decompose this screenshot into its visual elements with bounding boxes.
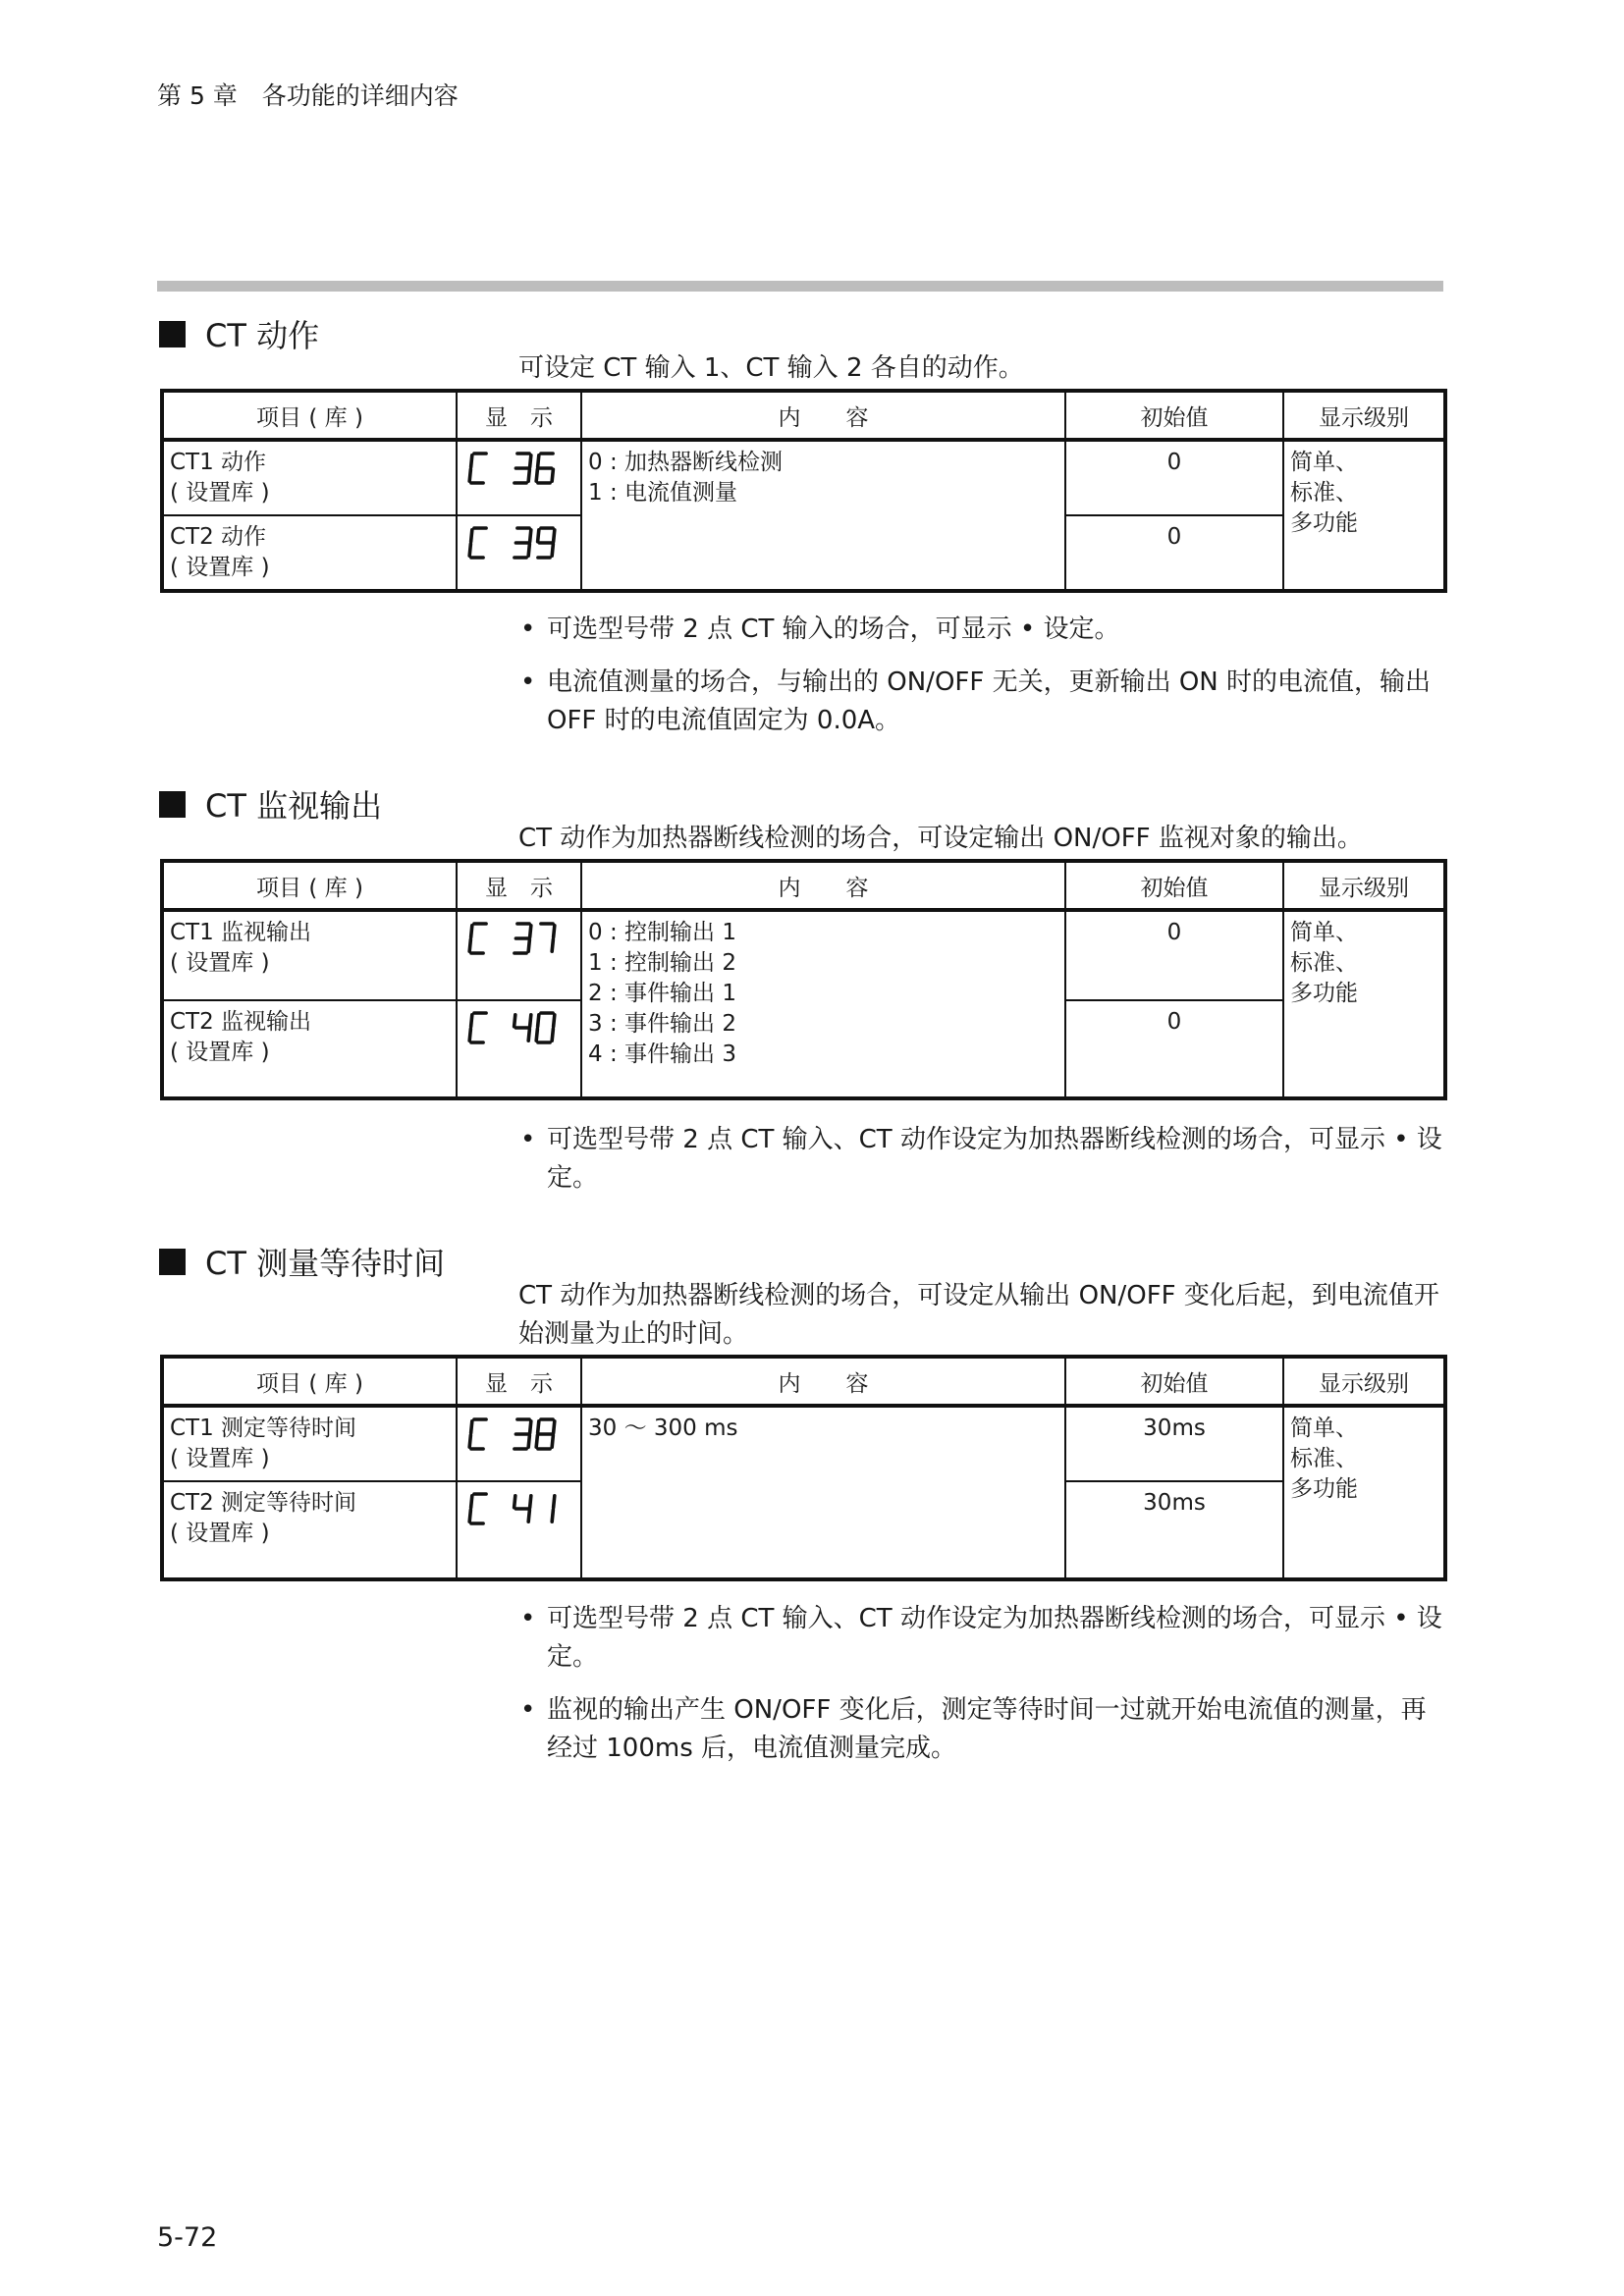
section-divider <box>157 281 1443 292</box>
level-line: 多功能 <box>1290 510 1358 536</box>
segment-stroke <box>552 1029 553 1041</box>
segment-stroke <box>469 1029 470 1041</box>
section-intro: CT 动作为加热器断线检测的场合，可设定从输出 ON/OFF 变化后起，到电流值开始测量为止的时间。 <box>518 1281 1439 1349</box>
note-text: 可选型号带 2 点 CT 输入、CT 动作设定为加热器断线检测的场合，可显示 • 设定。 <box>547 1604 1442 1672</box>
col-display: 显 示 <box>457 861 581 910</box>
note-text: 可选型号带 2 点 CT 输入的场合，可显示 • 设定。 <box>547 614 1120 644</box>
segment-stroke <box>530 1015 531 1027</box>
item-cell <box>162 1000 457 1098</box>
content-line: 4 : 事件输出 3 <box>588 1041 736 1067</box>
section-intro: CT 动作为加热器断线检测的场合，可设定输出 ON/OFF 监视对象的输出。 <box>518 824 1363 853</box>
segment-stroke <box>469 469 470 481</box>
square-bullet-icon <box>159 791 186 818</box>
segment-stroke <box>528 1435 529 1447</box>
item-library: ( 设置库 ) <box>170 1446 270 1471</box>
segment-stroke <box>469 544 470 556</box>
segment-stroke <box>536 1029 537 1041</box>
table-row <box>162 910 1445 1000</box>
seven-segment-display <box>465 916 564 963</box>
initial-value: 0 <box>1065 515 1283 591</box>
segment-stroke <box>530 1421 531 1433</box>
level-cell <box>1283 1406 1445 1579</box>
segment-stroke <box>528 469 529 481</box>
note-item <box>520 611 1448 649</box>
segment-stroke <box>552 469 553 481</box>
content-line: 3 : 事件输出 2 <box>588 1011 736 1037</box>
item-name: CT1 动作 <box>170 450 267 475</box>
level-line: 多功能 <box>1290 981 1358 1006</box>
segment-stroke <box>554 530 555 542</box>
table-header-row <box>162 1357 1445 1406</box>
content-line: 0 : 控制输出 1 <box>588 920 736 945</box>
level-cell <box>1283 910 1445 1098</box>
initial-value: 0 <box>1065 440 1283 515</box>
segment-stroke <box>530 926 531 937</box>
bullet-icon: • <box>520 614 536 644</box>
table-header-row <box>162 861 1445 910</box>
segment-stroke <box>530 455 531 467</box>
col-item: 项目 ( 库 ) <box>162 1357 457 1406</box>
item-name: CT1 测定等待时间 <box>170 1415 357 1441</box>
display-cell <box>457 440 581 515</box>
section-title-ct-monitor <box>159 781 382 827</box>
segment-stroke <box>552 939 553 951</box>
seven-segment-display <box>465 1005 564 1052</box>
segment-stroke <box>514 1496 515 1508</box>
segment-stroke <box>552 1435 553 1447</box>
note-text: 监视的输出产生 ON/OFF 变化后，测定等待时间一过就开始电流值的测量，再经过 100ms 后，电流值测量完成。 <box>547 1695 1427 1763</box>
level-cell <box>1283 440 1445 591</box>
level-line: 多功能 <box>1290 1476 1358 1502</box>
bullet-icon: • <box>520 667 536 697</box>
segment-stroke <box>528 1510 529 1522</box>
seven-segment-display <box>465 446 564 493</box>
segment-stroke <box>469 1510 470 1522</box>
display-cell <box>457 1000 581 1098</box>
notes <box>520 1121 1448 1212</box>
seven-segment-display <box>465 1412 564 1459</box>
col-content: 内 容 <box>581 1357 1065 1406</box>
segment-stroke <box>528 939 529 951</box>
item-name: CT2 动作 <box>170 524 267 550</box>
item-library: ( 设置库 ) <box>170 555 270 580</box>
ct-monitor-table <box>160 859 1447 1100</box>
display-cell <box>457 1481 581 1579</box>
note-item <box>520 1121 1448 1198</box>
item-name: CT1 监视输出 <box>170 920 312 945</box>
col-display: 显 示 <box>457 391 581 440</box>
note-item <box>520 1600 1448 1677</box>
segment-stroke <box>530 1496 531 1508</box>
item-cell <box>162 440 457 515</box>
segment-stroke <box>554 926 555 937</box>
level-line: 简单、 <box>1290 1415 1358 1441</box>
ct-wait-table <box>160 1355 1447 1581</box>
item-cell <box>162 1481 457 1579</box>
content-line: 1 : 控制输出 2 <box>588 950 736 976</box>
segment-stroke <box>469 1435 470 1447</box>
segment-stroke <box>552 1510 553 1522</box>
notes <box>520 1600 1448 1783</box>
col-initial: 初始值 <box>1065 861 1283 910</box>
item-cell <box>162 1406 457 1481</box>
segment-stroke <box>469 939 470 951</box>
segment-stroke <box>554 1496 555 1508</box>
col-level: 显示级别 <box>1283 391 1445 440</box>
level-line: 标准、 <box>1290 480 1358 506</box>
segment-stroke <box>471 1015 472 1027</box>
segment-stroke <box>538 530 539 542</box>
segment-stroke <box>471 530 472 542</box>
item-name: CT2 监视输出 <box>170 1009 312 1035</box>
section-title-ct-wait <box>159 1239 445 1284</box>
content-line: 1 : 电流值测量 <box>588 480 738 506</box>
content-line: 2 : 事件输出 1 <box>588 981 736 1006</box>
col-content: 内 容 <box>581 861 1065 910</box>
level-line: 标准、 <box>1290 1446 1358 1471</box>
segment-stroke <box>530 530 531 542</box>
segment-stroke <box>528 1029 529 1041</box>
content-line: 30 ～ 300 ms <box>588 1415 738 1441</box>
item-cell <box>162 515 457 591</box>
level-line: 简单、 <box>1290 920 1358 945</box>
content-cell <box>581 440 1065 591</box>
col-content: 内 容 <box>581 391 1065 440</box>
page-number: 5-72 <box>157 2222 218 2253</box>
note-item <box>520 1691 1448 1768</box>
col-level: 显示级别 <box>1283 1357 1445 1406</box>
notes <box>520 611 1448 755</box>
display-cell <box>457 1406 581 1481</box>
segment-stroke <box>538 1015 539 1027</box>
ct-action-table <box>160 389 1447 593</box>
level-line: 简单、 <box>1290 450 1358 475</box>
initial-value: 30ms <box>1065 1481 1283 1579</box>
col-item: 项目 ( 库 ) <box>162 391 457 440</box>
section-title-text: CT 动作 <box>205 317 320 354</box>
bullet-icon: • <box>520 1125 536 1154</box>
item-library: ( 设置库 ) <box>170 1521 270 1546</box>
section-title-text: CT 测量等待时间 <box>205 1245 446 1282</box>
display-cell <box>457 910 581 1000</box>
item-cell <box>162 910 457 1000</box>
col-initial: 初始值 <box>1065 391 1283 440</box>
note-item <box>520 664 1448 740</box>
segment-stroke <box>536 1435 537 1447</box>
table-row <box>162 1406 1445 1481</box>
initial-value: 0 <box>1065 1000 1283 1098</box>
segment-stroke <box>554 1421 555 1433</box>
segment-stroke <box>552 544 553 556</box>
segment-stroke <box>538 1421 539 1433</box>
segment-stroke <box>554 1015 555 1027</box>
segment-stroke <box>471 455 472 467</box>
segment-stroke <box>528 544 529 556</box>
table-row <box>162 440 1445 515</box>
item-library: ( 设置库 ) <box>170 1040 270 1065</box>
seven-segment-display <box>465 1486 564 1533</box>
segment-stroke <box>536 469 537 481</box>
initial-value: 0 <box>1065 910 1283 1000</box>
content-cell <box>581 910 1065 1098</box>
section-title-ct-action <box>159 311 319 356</box>
col-initial: 初始值 <box>1065 1357 1283 1406</box>
square-bullet-icon <box>159 1249 186 1275</box>
level-line: 标准、 <box>1290 950 1358 976</box>
col-item: 项目 ( 库 ) <box>162 861 457 910</box>
item-library: ( 设置库 ) <box>170 950 270 976</box>
col-display: 显 示 <box>457 1357 581 1406</box>
initial-value: 30ms <box>1065 1406 1283 1481</box>
segment-stroke <box>538 455 539 467</box>
segment-stroke <box>471 926 472 937</box>
table-header-row <box>162 391 1445 440</box>
content-line: 0 : 加热器断线检测 <box>588 450 784 475</box>
note-text: 可选型号带 2 点 CT 输入、CT 动作设定为加热器断线检测的场合，可显示 • 设定。 <box>547 1125 1442 1193</box>
item-name: CT2 测定等待时间 <box>170 1490 357 1516</box>
bullet-icon: • <box>520 1695 536 1725</box>
seven-segment-display <box>465 520 564 567</box>
section-intro: 可设定 CT 输入 1、CT 输入 2 各自的动作。 <box>518 353 1024 383</box>
segment-stroke <box>471 1496 472 1508</box>
segment-stroke <box>514 1015 515 1027</box>
note-text: 电流值测量的场合，与输出的 ON/OFF 无关，更新输出 ON 时的电流值，输出 OFF 时的电流值固定为 0.0A。 <box>547 667 1432 735</box>
segment-stroke <box>471 1421 472 1433</box>
square-bullet-icon <box>159 321 186 347</box>
col-level: 显示级别 <box>1283 861 1445 910</box>
section-title-text: CT 监视输出 <box>205 787 383 825</box>
chapter-header: 第 5 章 各功能的详细内容 <box>157 81 459 110</box>
bullet-icon: • <box>520 1604 536 1633</box>
item-library: ( 设置库 ) <box>170 480 270 506</box>
display-cell <box>457 515 581 591</box>
content-cell <box>581 1406 1065 1579</box>
